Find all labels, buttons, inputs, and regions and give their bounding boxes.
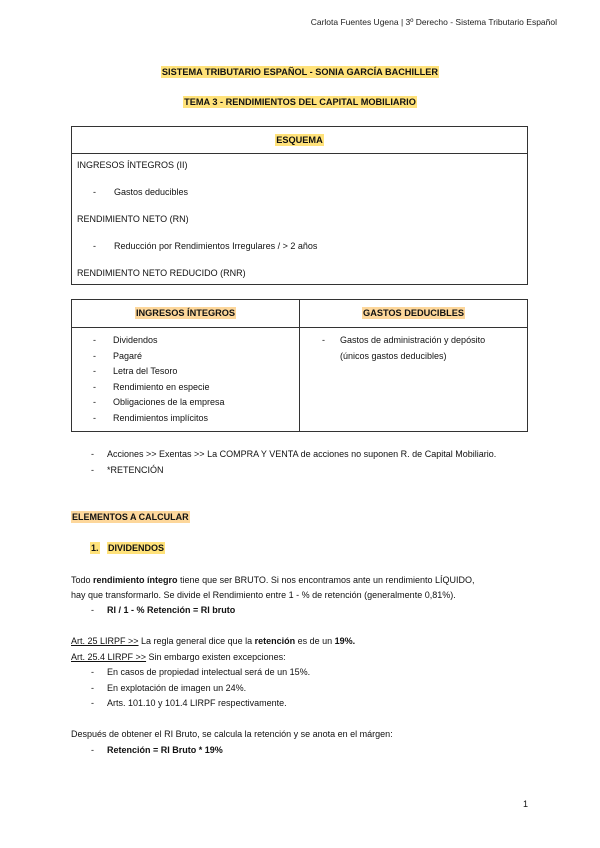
- bullet-dash: -: [91, 745, 94, 755]
- list-item: - Pagaré: [93, 351, 225, 367]
- list-item: - Letra del Tesoro: [93, 366, 225, 382]
- subsection-heading-text: DIVIDENDOS: [108, 543, 165, 553]
- table-header-divider: [72, 327, 527, 328]
- document-title-text: SISTEMA TRIBUTARIO ESPAÑOL - SONIA GARCÍA BACHILLER: [161, 67, 439, 77]
- schema-line-rnr: RENDIMIENTO NETO REDUCIDO (RNR): [77, 268, 246, 278]
- retencion-note: *RETENCIÓN: [107, 465, 164, 475]
- article-text: es de un: [295, 636, 335, 646]
- closing-paragraph: Después de obtener el RI Bruto, se calcula la retención y se anota en el márgen:: [71, 729, 393, 739]
- exception-item: En explotación de imagen un 24%.: [107, 683, 247, 693]
- table-column-divider: [299, 300, 300, 431]
- page-header-note: Carlota Fuentes Ugena | 3º Derecho - Sistema Tributario Español: [310, 17, 557, 27]
- paragraph-line: [71, 575, 475, 585]
- bullet-dash: -: [91, 698, 94, 708]
- subsection-heading: [107, 543, 165, 553]
- paragraph-text: Todo: [71, 575, 94, 585]
- article-line: [71, 652, 286, 662]
- table-header-gastos-text: GASTOS DEDUCIBLES: [363, 308, 464, 318]
- table-header-ingresos-text: INGRESOS ÍNTEGROS: [135, 308, 236, 318]
- schema-heading-text: ESQUEMA: [276, 135, 323, 145]
- table-header-ingresos: [72, 308, 299, 318]
- gastos-item-line2: (únicos gastos deducibles): [340, 351, 447, 361]
- subsection-number: [90, 543, 100, 553]
- page-number: 1: [523, 799, 529, 809]
- formula-retencion: Retención = RI Bruto * 19%: [107, 745, 223, 755]
- schema-heading: [72, 127, 527, 154]
- ingresos-list: [93, 335, 225, 429]
- paragraph-bold: rendimiento íntegro: [93, 575, 178, 585]
- list-item: - Obligaciones de la empresa: [93, 397, 225, 413]
- bullet-dash: -: [91, 465, 94, 475]
- formula-ri-bruto: RI / 1 - % Retención = RI bruto: [107, 605, 236, 615]
- list-item: - Rendimiento en especie: [93, 382, 225, 398]
- document-subtitle: [0, 97, 600, 107]
- list-item: - Rendimientos implícitos: [93, 413, 225, 429]
- article-bold: retención: [254, 636, 296, 646]
- table-header-gastos: [300, 308, 527, 318]
- article-text: Sin embargo existen excepciones:: [146, 652, 286, 662]
- paragraph-line: hay que transformarlo. Se divide el Rendimiento entre 1 - % de retención (generalmente 0,81%).: [71, 590, 456, 600]
- document-subtitle-text: TEMA 3 - RENDIMIENTOS DEL CAPITAL MOBILIARIO: [184, 97, 416, 107]
- bullet-dash: -: [91, 605, 94, 615]
- bullet-dash: -: [91, 449, 94, 459]
- article-link[interactable]: Art. 25 LIRPF >>: [71, 636, 139, 646]
- exception-item: Arts. 101.10 y 101.4 LIRPF respectivamente.: [107, 698, 287, 708]
- bullet-dash: -: [91, 667, 94, 677]
- section-heading-text: ELEMENTOS A CALCULAR: [72, 512, 189, 522]
- schema-dash: -: [93, 241, 96, 251]
- schema-line-rn: RENDIMIENTO NETO (RN): [77, 214, 189, 224]
- schema-box: [71, 126, 528, 285]
- paragraph-text: tiene que ser BRUTO. Si nos encontramos ante un rendimiento LÍQUIDO,: [177, 575, 475, 585]
- section-heading: [71, 512, 190, 522]
- list-item: - Dividendos: [93, 335, 225, 351]
- article-link[interactable]: Art. 25.4 LIRPF >>: [71, 652, 147, 662]
- exception-item: En casos de propiedad intelectual será de un 15%.: [107, 667, 311, 677]
- schema-line-reduccion: Reducción por Rendimientos Irregulares / > 2 años: [114, 241, 318, 251]
- bullet-dash: -: [91, 683, 94, 693]
- schema-line-ingresos: INGRESOS ÍNTEGROS (II): [77, 160, 188, 170]
- acciones-note: Acciones >> Exentas >> La COMPRA Y VENTA de acciones no suponen R. de Capital Mobiliario.: [107, 449, 497, 459]
- gastos-dash: -: [322, 335, 325, 345]
- subsection-number-text: 1.: [91, 543, 99, 553]
- article-text: La regla general dice que la: [138, 636, 255, 646]
- gastos-item-line1: Gastos de administración y depósito: [340, 335, 486, 345]
- income-expenses-table: [71, 299, 528, 432]
- schema-line-gastos: Gastos deducibles: [114, 187, 189, 197]
- article-bold: 19%.: [334, 636, 356, 646]
- document-title: [0, 67, 600, 77]
- article-line: [71, 636, 355, 646]
- schema-dash: -: [93, 187, 96, 197]
